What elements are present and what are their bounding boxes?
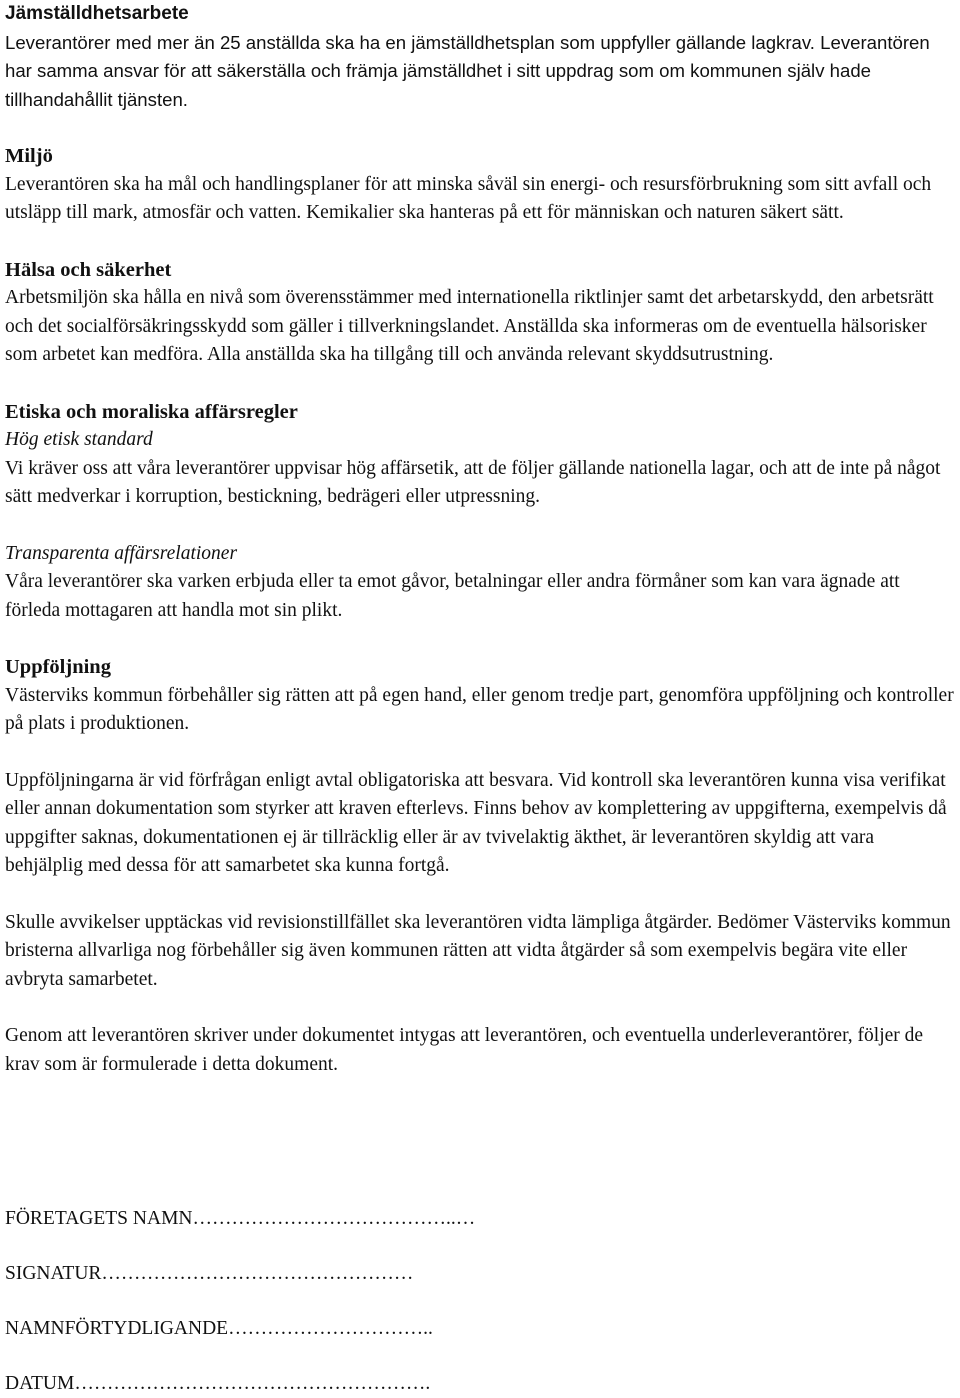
document-body <box>5 0 955 1107</box>
subheading-hog-etisk-standard: Hög etisk standard <box>5 429 153 450</box>
section-text: Skulle avvikelser upptäckas vid revisionstillfället ska leverantören vidta lämpliga åtgärder. Bedömer Västerviks kommun bristerna allvarliga nog förbehåller sig även kommunen rätten att vidta åtgärder så som exempelvis begära vite eller avbryta samarbetet. <box>5 911 951 990</box>
section-uppfoljning <box>5 653 955 1079</box>
section-text: Leverantörer med mer än 25 anställda ska ha en jämställdhetsplan som uppfyller gällande lagkrav. Leverantören har samma ansvar för att säkerställa och främja jämställdhet i sitt uppdrag som om kommunen själv hade tillhandahållit tjänsten. <box>5 31 930 110</box>
section-text: Västerviks kommun förbehåller sig rätten att på egen hand, eller genom tredje part, genomföra uppföljning och kontroller på plats i produktionen. <box>5 684 954 734</box>
signature-line: SIGNATUR………………………………………… <box>5 1263 414 1284</box>
section-text: Arbetsmiljön ska hålla en nivå som överensstämmer med internationella riktlinjer samt det arbetarskydd, den arbetsrätt och det socialförsäkringsskydd som gäller i tillverkningslandet. Anställda ska informeras om de eventuella hälsorisker som arbetet kan medföra. Alla anställda ska ha tillgång till och använda relevant skyddsutrustning. <box>5 287 934 365</box>
section-text: Genom att leverantören skriver under dokumentet intygas att leverantören, och eventuella underleverantörer, följer de krav som är formulerade i detta dokument. <box>5 1025 924 1075</box>
section-text: Våra leverantörer ska varken erbjuda eller ta emot gåvor, betalningar eller andra förmåner som kan vara ägnade att förleda mottagaren att handla mot sin plikt. <box>5 571 900 621</box>
section-heading: Etiska och moraliska affärsregler <box>5 400 298 423</box>
subheading-transparenta: Transparenta affärsrelationer <box>5 542 238 564</box>
section-heading: Uppföljning <box>5 656 111 678</box>
name-clarification-line: NAMNFÖRTYDLIGANDE………………………….. <box>5 1318 433 1339</box>
section-jamstalldhet <box>5 0 955 114</box>
section-etiska <box>5 398 955 626</box>
section-heading: Jämställdhetsarbete <box>5 3 189 24</box>
section-text: Uppföljningarna är vid förfrågan enligt avtal obligatoriska att besvara. Vid kontroll ska leverantören kunna visa verifikat eller annan dokumentation som styrker att kraven efterlevs. Finns behov av komplettering av uppgifterna, exempelvis då uppgifter saknas, dokumentationen ej är tillräcklig eller är av tvivelaktig äkthet, är leverantören skyldig att vara behjälplig med dessa för att samarbetet ska kunna fortgå. <box>5 769 947 876</box>
company-name-line: FÖRETAGETS NAMN…………………………………..… <box>5 1208 476 1229</box>
section-text: Vi kräver oss att våra leverantörer uppvisar hög affärsetik, att de följer gällande nationella lagar, och att de inte på något sätt medverkar i korruption, bestickning, bedrägeri eller utpressning. <box>5 457 941 507</box>
section-miljo <box>5 142 955 228</box>
section-heading: Miljö <box>5 145 53 167</box>
section-text: Leverantören ska ha mål och handlingsplaner för att minska såväl sin energi- och resursförbrukning som sitt avfall och utsläpp till mark, atmosfär och vatten. Kemikalier ska hanteras på ett för människan och naturen säkert sätt. <box>5 173 932 223</box>
section-heading: Hälsa och säkerhet <box>5 258 172 281</box>
section-halsa <box>5 256 955 370</box>
date-line: DATUM………………………………………………. <box>5 1373 431 1394</box>
